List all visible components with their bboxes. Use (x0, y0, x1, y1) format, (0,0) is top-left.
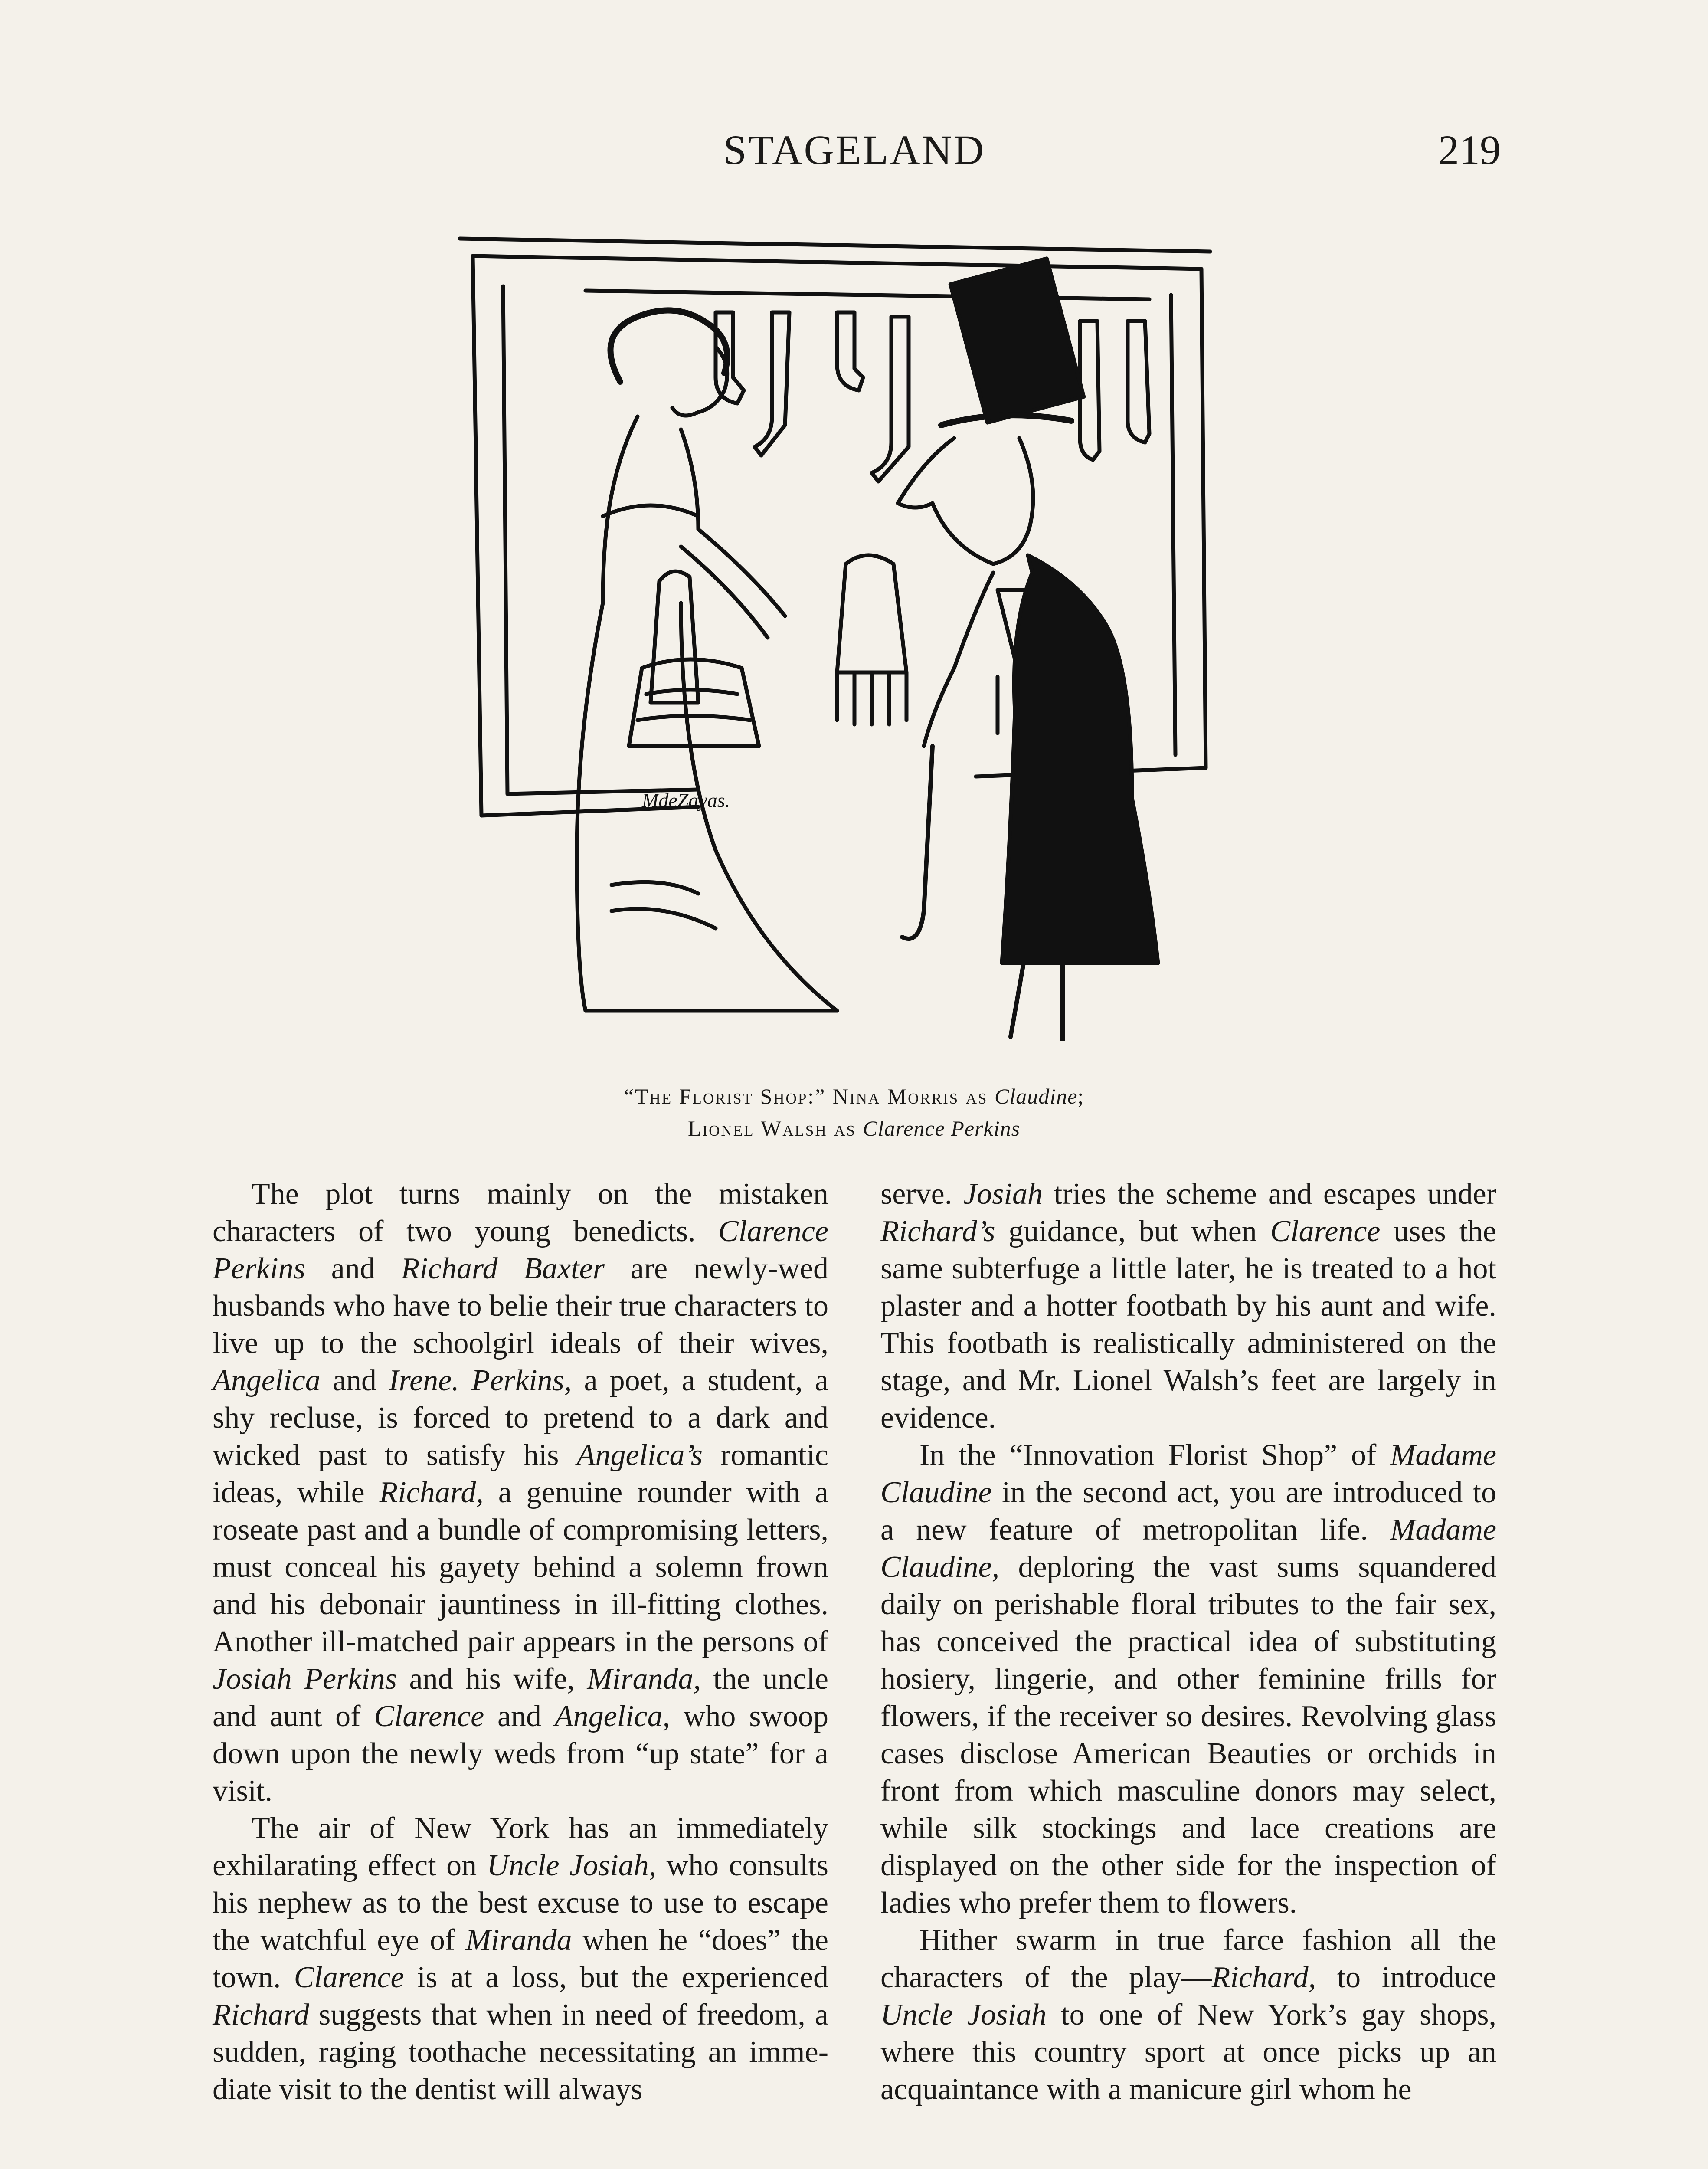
caption-role-2: Clarence Perkins (863, 1116, 1021, 1140)
page-header (208, 126, 1501, 191)
page-number: 219 (1438, 127, 1501, 173)
caricature-illustration (455, 234, 1258, 1041)
window-frame-right (1201, 269, 1206, 768)
caption-role-1: Claudine (994, 1084, 1078, 1108)
window-frame-top (460, 239, 1210, 252)
running-title: STAGELAND (723, 127, 986, 173)
text-column-right (880, 1176, 1496, 2108)
caption-line-2 (0, 1112, 1708, 1144)
caption-actor-1: Nina Morris as (826, 1084, 995, 1108)
paragraph: The air of New York has an immediately exhilarating effect on Uncle Josiah, who consults his nephew as to the best excuse to use to escape the watchful eye of Miranda when he “does” the town. Clarence is at a loss, but the experienced Richard suggests that when in need of freedom, a sudden, raging toothache necessitating an immediate visit to the dentist will always (213, 1812, 829, 2106)
paragraph-continued: serve. Josiah tries the scheme and escapes under Richard’s guidance, but when Clarence uses the same subterfuge a little later, he is treated to a hot plaster and a hotter footbath by his aunt and wife. This footbath is realistically administered on the stage, and Mr. Lionel Walsh’s feet are largely in evidence. (880, 1177, 1496, 1435)
paragraph: Hither swarm in true farce fashion all the characters of the play—Richard, to introduce Uncle Josiah to one of New York’s gay shops, where this country sport at once picks up an acquaintance with a manicure girl whom he (880, 1923, 1497, 2106)
caption-quote: “The Florist Shop:” (624, 1084, 826, 1108)
paragraph: The plot turns mainly on the mistaken characters of two young benedicts. Clarence Perkins and Richard Baxter are newly-wed husbands who have to belie their true characters to live up to the schoolgirl ideals of their wives, Angelica and Irene. Perkins, a poet, a student, a shy recluse, is forced to pretend to a dark and wicked past to satisfy his Angelica’s romantic ideas, while Richard, a genuine rounder with a roseate past and a bundle of compromising letters, must conceal his gayety behind a solemn frown and his debonair jauntiness in ill-fitting clothes. Another ill-matched pair appears in the persons of Josiah Perkins and his wife, Miranda, the uncle and aunt of Clarence and Angelica, who swoop down upon the newly weds from “up state” for a visit. (213, 1177, 829, 1808)
lingerie-display (629, 555, 1045, 746)
text-column-left (213, 1176, 828, 2108)
caption-punct: ; (1077, 1084, 1084, 1108)
illustration-caption (0, 1080, 1708, 1144)
florist-shop-drawing (455, 234, 1258, 1041)
caption-actor-2: Lionel Walsh as (687, 1116, 863, 1140)
man-figure (898, 259, 1158, 1041)
caption-line-1 (0, 1080, 1708, 1112)
artist-signature: MdeZayas. (642, 789, 730, 811)
paragraph: In the “Innovation Florist Shop” of Madame Claudine in the second act, you are introduced to a new feature of metropolitan life. Madame Claudine, deploring the vast sums squandered daily on perishable floral tributes to the fair sex, has conceived the practical idea of substituting hosiery, lingerie, and other feminine frills for flowers, if the receiver so desires. Revolving glass cases disclose American Beauties or orchids in front from which masculine donors may select, while silk stockings and lace creations are displayed on the other side for the inspection of ladies who prefer them to flowers. (880, 1438, 1496, 1920)
window-frame-left (473, 256, 481, 816)
